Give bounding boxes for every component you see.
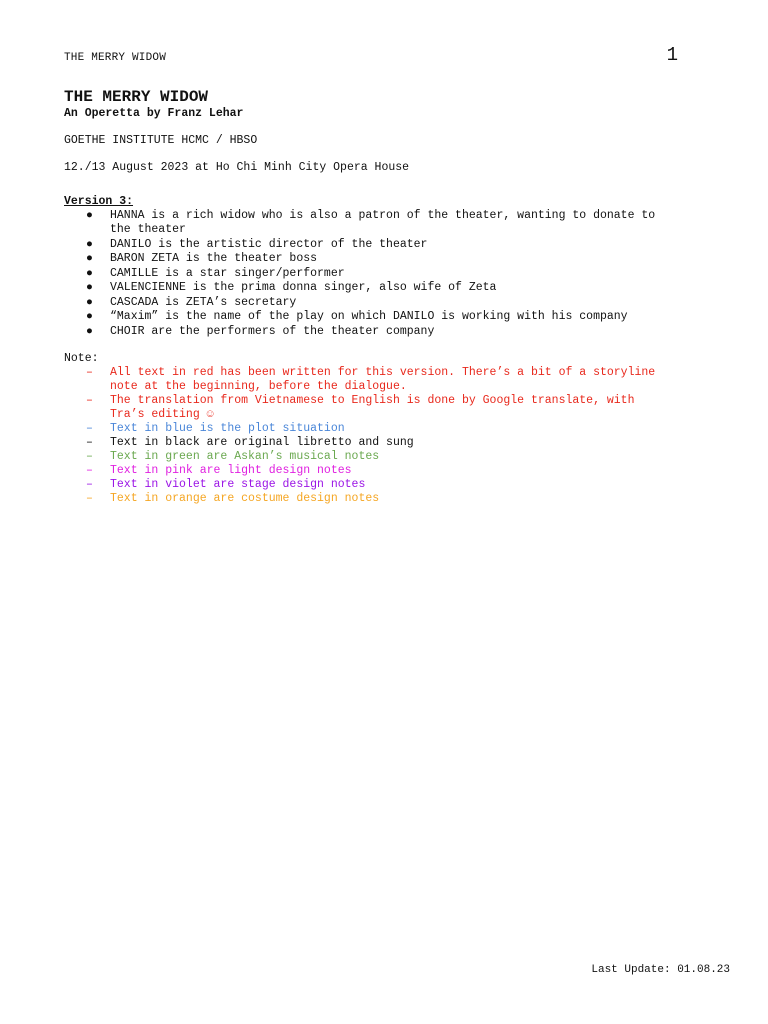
bullet-icon: ● — [86, 209, 93, 222]
document-subtitle: An Operetta by Franz Lehar — [64, 107, 244, 120]
role-text: DANILO is the artistic director of the theater — [110, 237, 428, 251]
role-text: CAMILLE is a star singer/performer — [110, 266, 345, 280]
role-text: HANNA is a rich widow who is also a patron of the theater, wanting to donate to the theater — [110, 209, 656, 236]
list-item — [64, 209, 674, 237]
version-heading: Version 3: — [64, 195, 134, 208]
note-text: Text in black are original libretto and sung — [110, 435, 414, 449]
dash-icon: – — [86, 421, 93, 435]
note-heading: Note: — [64, 351, 99, 365]
note-item — [64, 394, 674, 422]
bullet-icon: ● — [86, 324, 93, 338]
bullet-icon: ● — [86, 281, 93, 294]
note-item — [64, 464, 674, 478]
notes-list — [64, 366, 674, 506]
list-item — [64, 310, 674, 324]
dash-icon: – — [86, 463, 93, 477]
role-text: CASCADA is ZETA’s secretary — [110, 295, 297, 309]
note-text: Text in pink are light design notes — [110, 463, 352, 477]
dash-icon: – — [86, 365, 93, 379]
dash-icon: – — [86, 477, 93, 491]
bullet-icon: ● — [86, 310, 93, 323]
note-text: The translation from Vietnamese to English is done by Google translate, with Tra’s editing ☺ — [110, 393, 635, 421]
dash-icon: – — [86, 393, 93, 407]
note-item — [64, 436, 674, 450]
note-item — [64, 366, 674, 394]
dash-icon: – — [86, 449, 93, 463]
document-title: THE MERRY WIDOW — [64, 88, 209, 106]
note-text: Text in violet are stage design notes — [110, 477, 366, 491]
role-text: VALENCIENNE is the prima donna singer, also wife of Zeta — [110, 281, 497, 294]
running-header: THE MERRY WIDOW — [64, 52, 167, 64]
note-text: Text in blue is the plot situation — [110, 421, 345, 435]
dash-icon: – — [86, 435, 93, 449]
last-update-footer: Last Update: 01.08.23 — [591, 964, 730, 976]
bullet-icon: ● — [86, 237, 93, 251]
note-text: Text in orange are costume design notes — [110, 491, 380, 505]
role-text: BARON ZETA is the theater boss — [110, 252, 318, 265]
note-text: Text in green are Askan’s musical notes — [110, 449, 380, 463]
bullet-icon: ● — [86, 266, 93, 280]
note-item — [64, 492, 674, 506]
note-item — [64, 478, 674, 492]
dash-icon: – — [86, 491, 93, 505]
list-item — [64, 252, 674, 266]
list-item — [64, 325, 674, 339]
note-item — [64, 422, 674, 436]
role-text: CHOIR are the performers of the theater company — [110, 324, 435, 338]
list-item — [64, 296, 674, 310]
roles-list — [64, 209, 674, 339]
list-item — [64, 281, 674, 295]
list-item — [64, 267, 674, 281]
note-item — [64, 450, 674, 464]
page-number: 1 — [666, 44, 678, 66]
note-text: All text in red has been written for this version. There’s a bit of a storyline note at the beginning, before the dialogue. — [110, 365, 656, 393]
bullet-icon: ● — [86, 295, 93, 309]
bullet-icon: ● — [86, 252, 93, 265]
performance-line: 12./13 August 2023 at Ho Chi Minh City Opera House — [64, 161, 410, 174]
document-body — [64, 87, 674, 506]
list-item — [64, 238, 674, 252]
role-text: “Maxim” is the name of the play on which DANILO is working with his company — [110, 310, 628, 323]
organizers-line: GOETHE INSTITUTE HCMC / HBSO — [64, 134, 258, 147]
